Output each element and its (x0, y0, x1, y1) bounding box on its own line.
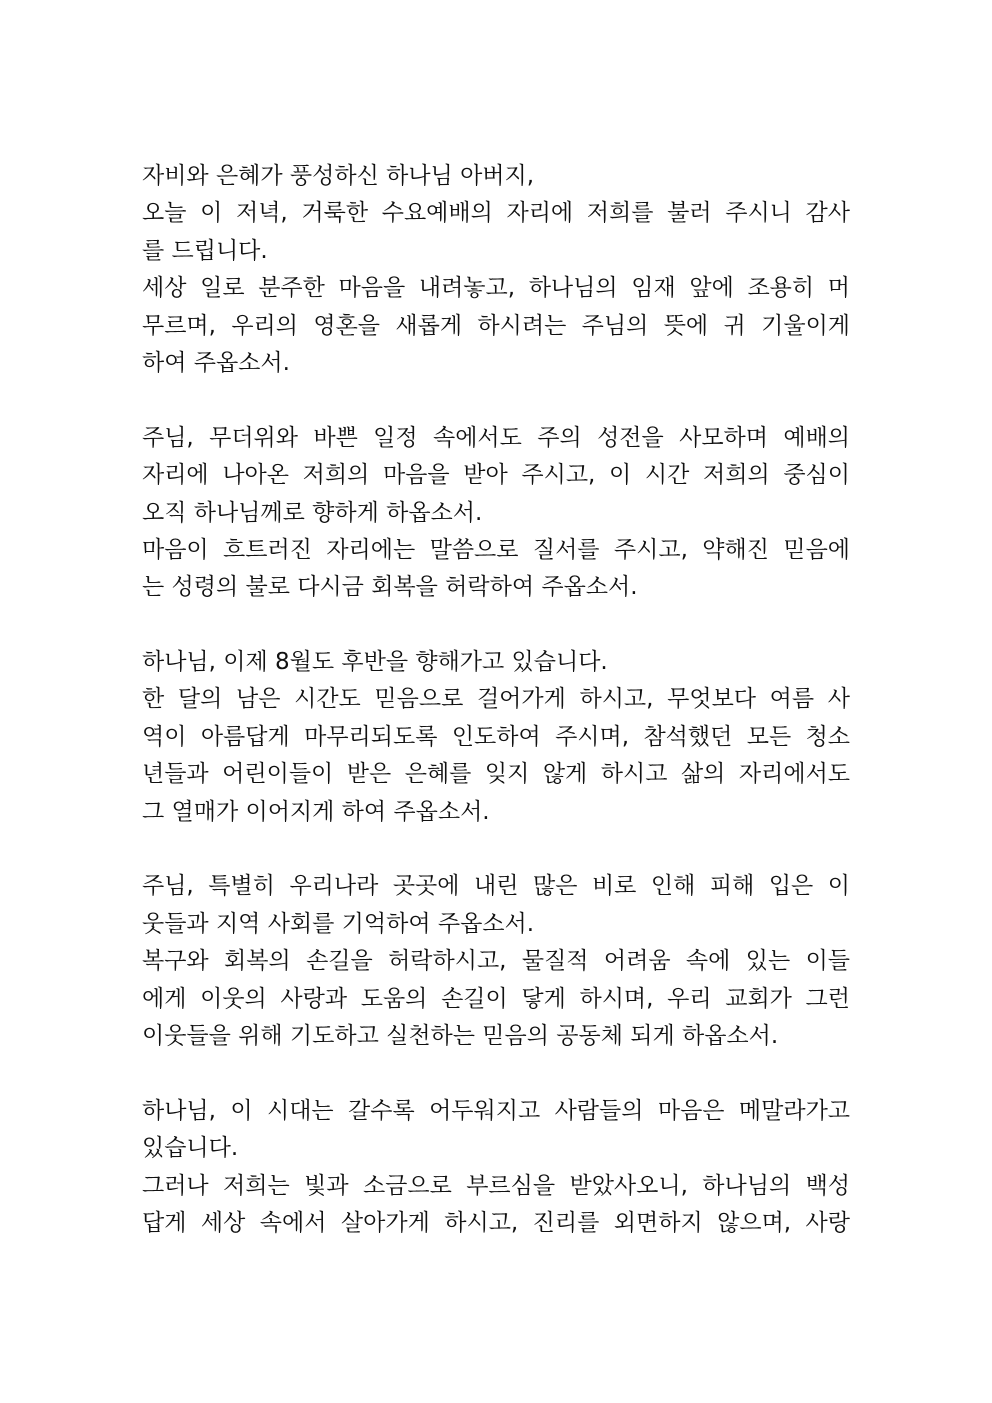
text-line: 한 달의 남은 시간도 믿음으로 걸어가게 하시고, 무엇보다 여름 사 (142, 686, 850, 713)
prayer-text (142, 158, 850, 1242)
text-line: 있습니다. (142, 1135, 239, 1162)
text-line: 자리에 나아온 저희의 마음을 받아 주시고, 이 시간 저희의 중심이 (142, 462, 850, 489)
paragraph-gap (142, 607, 850, 644)
text-line: 를 드립니다. (142, 237, 268, 264)
text-line: 복구와 회복의 손길을 허락하시고, 물질적 어려움 속에 있는 이들 (142, 948, 850, 975)
text-line: 하나님, 이 시대는 갈수록 어두워지고 사람들의 마음은 메말라가고 (142, 1097, 850, 1124)
text-line: 는 성령의 불로 다시금 회복을 허락하여 주옵소서. (142, 574, 638, 601)
paragraph-1 (142, 158, 850, 382)
text-line: 세상 일로 분주한 마음을 내려놓고, 하나님의 임재 앞에 조용히 머 (142, 275, 850, 302)
text-line: 하여 주옵소서. (142, 349, 290, 376)
text-line: 마음이 흐트러진 자리에는 말씀으로 질서를 주시고, 약해진 믿음에 (142, 536, 850, 563)
text-line: 하나님, 이제 8월도 후반을 향해가고 있습니다. (142, 649, 608, 676)
text-line: 그 열매가 이어지게 하여 주옵소서. (142, 798, 490, 825)
text-line: 주님, 특별히 우리나라 곳곳에 내린 많은 비로 인해 피해 입은 이 (142, 873, 850, 900)
text-line: 주님, 무더위와 바쁜 일정 속에서도 주의 성전을 사모하며 예배의 (142, 424, 850, 451)
text-line: 역이 아름답게 마무리되도록 인도하여 주시며, 참석했던 모든 청소 (142, 723, 850, 750)
paragraph-3 (142, 644, 850, 831)
text-line: 답게 세상 속에서 살아가게 하시고, 진리를 외면하지 않으며, 사랑 (142, 1209, 850, 1236)
paragraph-gap (142, 382, 850, 419)
text-line: 무르며, 우리의 영혼을 새롭게 하시려는 주님의 뜻에 귀 기울이게 (142, 312, 850, 339)
paragraph-5 (142, 1093, 850, 1243)
paragraph-2 (142, 420, 850, 607)
text-line: 오직 하나님께로 향하게 하옵소서. (142, 499, 483, 526)
text-line: 웃들과 지역 사회를 기억하여 주옵소서. (142, 910, 535, 937)
text-line: 그러나 저희는 빛과 소금으로 부르심을 받았사오니, 하나님의 백성 (142, 1172, 850, 1199)
paragraph-gap (142, 1055, 850, 1092)
text-line: 년들과 어린이들이 받은 은혜를 잊지 않게 하시고 삶의 자리에서도 (142, 761, 850, 788)
text-line: 자비와 은혜가 풍성하신 하나님 아버지, (142, 163, 535, 189)
paragraph-4 (142, 868, 850, 1055)
text-line: 에게 이웃의 사랑과 도움의 손길이 닿게 하시며, 우리 교회가 그런 (142, 985, 850, 1012)
text-line: 오늘 이 저녁, 거룩한 수요예배의 자리에 저희를 불러 주시니 감사 (142, 200, 850, 227)
text-line: 이웃들을 위해 기도하고 실천하는 믿음의 공동체 되게 하옵소서. (142, 1022, 779, 1049)
paragraph-gap (142, 831, 850, 868)
